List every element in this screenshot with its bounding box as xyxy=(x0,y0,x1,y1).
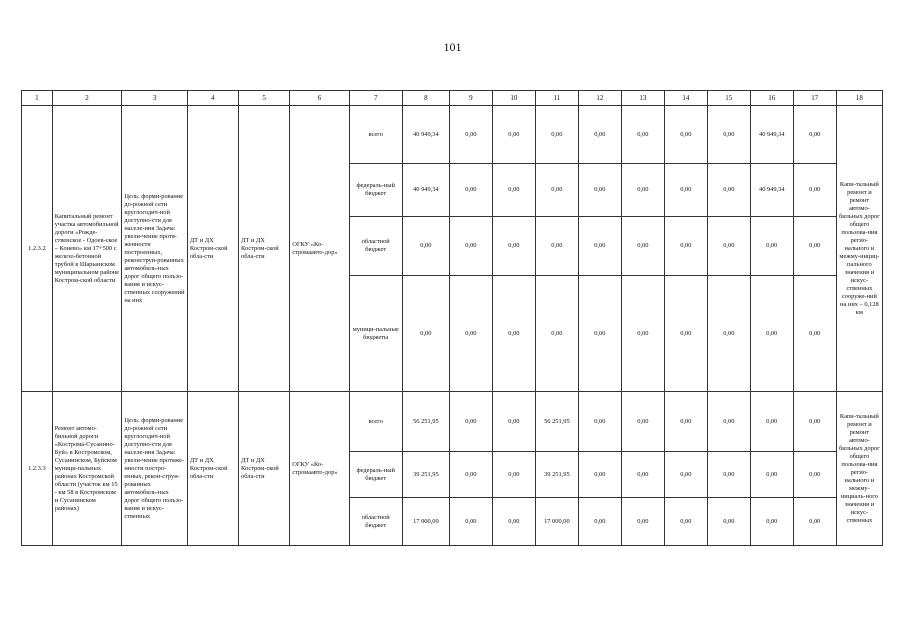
value-cell: 0,00 xyxy=(750,392,793,452)
value-cell: 40 949,34 xyxy=(402,106,449,164)
item-goal: Цель: форми-рование до-рожной сети круглогодич-ной доступно-сти для населе-ния Задача: увели-чение протя-женности построенных, реконструи-рованных автомобиль-ных дорог общего пользо-вания и искус-ственных сооружений на них xyxy=(122,106,188,392)
item-responsible: ДТ и ДХ Костром-ской обла-сти xyxy=(187,392,238,546)
value-cell: 0,00 xyxy=(793,498,836,546)
col-header: 5 xyxy=(239,91,290,106)
item-name: Ремонт автомо-бильной дороги «Кострома-Сусанино-Буй» в Костромском, Сусанинском, Буйском муници-пальных районах Костромской области (участок км 15 - км 58 в Костромском и Сусанинском районах) xyxy=(52,392,122,546)
value-cell: 0,00 xyxy=(707,164,750,217)
funding-source: всего xyxy=(349,106,402,164)
funding-source: областной бюджет xyxy=(349,217,402,276)
item-number: 1.2.3.2 xyxy=(22,106,53,392)
value-cell: 0,00 xyxy=(793,276,836,392)
item-number: 1.2.3.3 xyxy=(22,392,53,546)
item-goal: Цель: форми-рование до-рожной сети круглогодич-ной доступно-сти для населе-ния Задача: увели-чение протяже-нности постро-енных, рекон-струи-рованных автомобиль-ных дорог общего пользо-вания и искус-ственных xyxy=(122,392,188,546)
value-cell: 0,00 xyxy=(449,452,492,498)
value-cell: 17 000,00 xyxy=(402,498,449,546)
col-header: 7 xyxy=(349,91,402,106)
item-executor: ОГКУ «Ко-стромаавто-дор» xyxy=(290,106,349,392)
value-cell: 0,00 xyxy=(449,498,492,546)
value-cell: 0,00 xyxy=(449,217,492,276)
table-row xyxy=(22,106,883,164)
value-cell: 0,00 xyxy=(707,392,750,452)
value-cell: 0,00 xyxy=(492,164,535,217)
header-row xyxy=(22,91,883,106)
value-cell: 0,00 xyxy=(664,164,707,217)
col-header: 8 xyxy=(402,91,449,106)
value-cell: 0,00 xyxy=(492,452,535,498)
item-result: Капи-тальный ремонт и ремонт автомо-бильных дорог общего пользова-ния регио-нального и межму-нициаль-ного значения и искус-ственных xyxy=(836,392,882,546)
value-cell: 0,00 xyxy=(793,452,836,498)
value-cell: 0,00 xyxy=(707,106,750,164)
value-cell: 0,00 xyxy=(750,217,793,276)
value-cell: 0,00 xyxy=(535,164,578,217)
table-row xyxy=(22,392,883,452)
value-cell: 0,00 xyxy=(621,106,664,164)
col-header: 2 xyxy=(52,91,122,106)
value-cell: 0,00 xyxy=(578,498,621,546)
value-cell: 0,00 xyxy=(707,498,750,546)
col-header: 9 xyxy=(449,91,492,106)
value-cell: 0,00 xyxy=(492,217,535,276)
page-number: 101 xyxy=(443,40,462,54)
program-table xyxy=(21,90,883,546)
value-cell: 0,00 xyxy=(621,392,664,452)
col-header: 17 xyxy=(793,91,836,106)
value-cell: 0,00 xyxy=(707,217,750,276)
value-cell: 0,00 xyxy=(535,276,578,392)
value-cell: 0,00 xyxy=(793,217,836,276)
col-header: 13 xyxy=(621,91,664,106)
value-cell: 0,00 xyxy=(492,276,535,392)
col-header: 15 xyxy=(707,91,750,106)
value-cell: 17 000,00 xyxy=(535,498,578,546)
value-cell: 0,00 xyxy=(664,392,707,452)
value-cell: 0,00 xyxy=(402,217,449,276)
value-cell: 0,00 xyxy=(578,106,621,164)
value-cell: 0,00 xyxy=(664,498,707,546)
value-cell: 0,00 xyxy=(621,498,664,546)
value-cell: 56 251,95 xyxy=(402,392,449,452)
col-header: 6 xyxy=(290,91,349,106)
value-cell: 0,00 xyxy=(793,106,836,164)
col-header: 11 xyxy=(535,91,578,106)
value-cell: 0,00 xyxy=(492,392,535,452)
value-cell: 0,00 xyxy=(535,217,578,276)
funding-source: федераль-ный бюджет xyxy=(349,452,402,498)
value-cell: 0,00 xyxy=(578,164,621,217)
value-cell: 0,00 xyxy=(449,106,492,164)
value-cell: 0,00 xyxy=(449,276,492,392)
value-cell: 0,00 xyxy=(578,452,621,498)
value-cell: 0,00 xyxy=(535,106,578,164)
value-cell: 39 251,95 xyxy=(535,452,578,498)
item-name: Капитальный ремонт участка автомобильной дороги «Рожде-ственское - Одоев-ское – Конево» км 17+500 с железо-бетонной трубой в Шарьинском муниципальном районе Костром-ской области xyxy=(52,106,122,392)
value-cell: 0,00 xyxy=(664,217,707,276)
item-coexecutor: ДТ и ДХ Костром-ской обла-сти xyxy=(239,392,290,546)
value-cell: 0,00 xyxy=(793,392,836,452)
value-cell: 0,00 xyxy=(578,217,621,276)
value-cell: 0,00 xyxy=(621,452,664,498)
value-cell: 0,00 xyxy=(707,276,750,392)
funding-source: областной бюджет xyxy=(349,498,402,546)
value-cell: 0,00 xyxy=(578,276,621,392)
value-cell: 0,00 xyxy=(621,217,664,276)
funding-source: федераль-ный бюджет xyxy=(349,164,402,217)
item-executor: ОГКУ «Ко-стромаавто-дор» xyxy=(290,392,349,546)
value-cell: 0,00 xyxy=(621,164,664,217)
value-cell: 39 251,95 xyxy=(402,452,449,498)
value-cell: 0,00 xyxy=(492,106,535,164)
item-coexecutor: ДТ и ДХ Костром-ской обла-сти xyxy=(239,106,290,392)
value-cell: 56 251,95 xyxy=(535,392,578,452)
funding-source: муници-пальные бюджеты xyxy=(349,276,402,392)
value-cell: 0,00 xyxy=(621,276,664,392)
item-result: Капи-тальный ремонт и ремонт автомо-бильных дорог общего пользова-ния регио-нального и межму-нициц-пального значения и искус-ственных сооруже-ний на них – 0,128 км xyxy=(836,106,882,392)
value-cell: 40 949,34 xyxy=(402,164,449,217)
value-cell: 0,00 xyxy=(707,452,750,498)
value-cell: 0,00 xyxy=(492,498,535,546)
col-header: 18 xyxy=(836,91,882,106)
value-cell: 0,00 xyxy=(664,452,707,498)
value-cell: 0,00 xyxy=(402,276,449,392)
col-header: 14 xyxy=(664,91,707,106)
value-cell: 0,00 xyxy=(578,392,621,452)
col-header: 1 xyxy=(22,91,53,106)
col-header: 3 xyxy=(122,91,188,106)
value-cell: 40 949,34 xyxy=(750,164,793,217)
value-cell: 0,00 xyxy=(750,498,793,546)
col-header: 4 xyxy=(187,91,238,106)
item-responsible: ДТ и ДХ Костром-ской обла-сти xyxy=(187,106,238,392)
value-cell: 40 949,34 xyxy=(750,106,793,164)
col-header: 10 xyxy=(492,91,535,106)
col-header: 12 xyxy=(578,91,621,106)
value-cell: 0,00 xyxy=(793,164,836,217)
value-cell: 0,00 xyxy=(750,452,793,498)
funding-source: всего xyxy=(349,392,402,452)
col-header: 16 xyxy=(750,91,793,106)
value-cell: 0,00 xyxy=(449,392,492,452)
value-cell: 0,00 xyxy=(664,106,707,164)
value-cell: 0,00 xyxy=(750,276,793,392)
value-cell: 0,00 xyxy=(449,164,492,217)
value-cell: 0,00 xyxy=(664,276,707,392)
